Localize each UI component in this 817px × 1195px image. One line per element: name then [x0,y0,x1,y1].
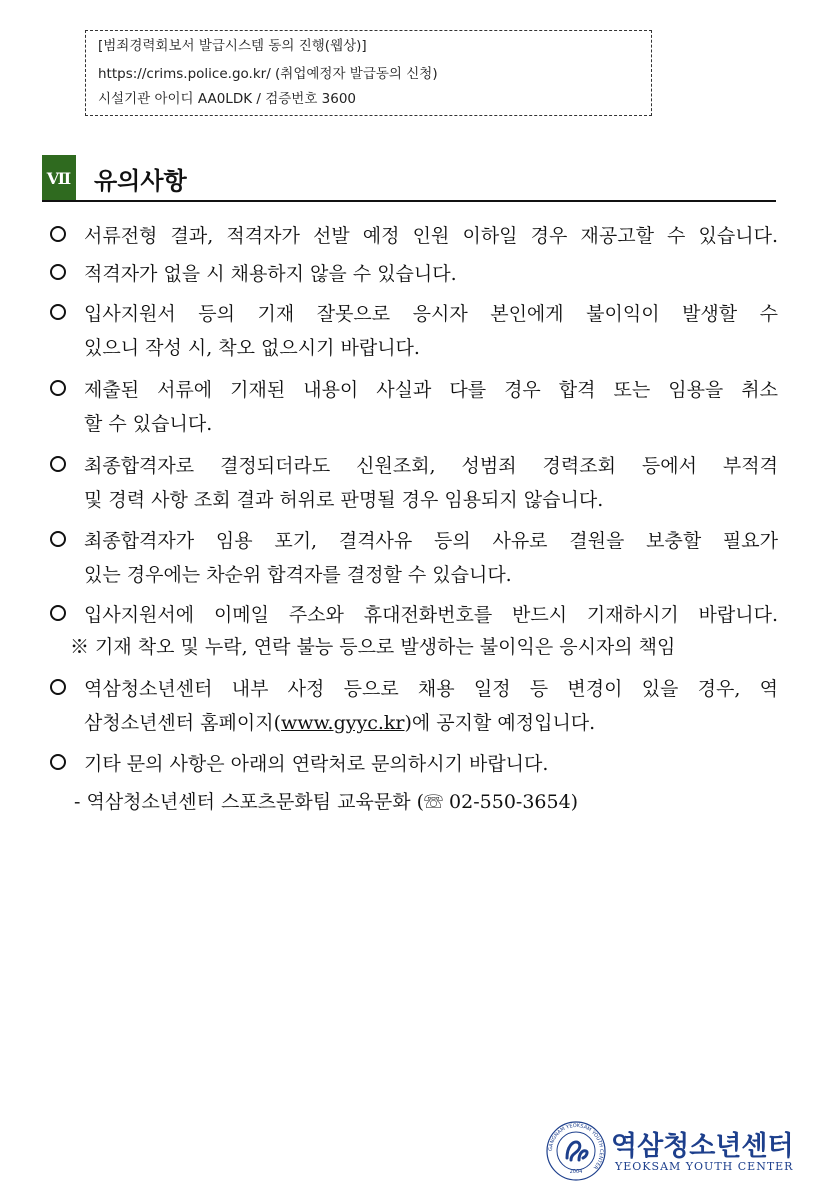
item-text: 서류전형 결과, 적격자가 선발 예정 인원 이하일 경우 재공고할 수 있습니다. [84,225,778,247]
circle-bullet-icon [50,264,66,280]
logo-ring-text: GANGNAM YEOKSAM YOUTH CENTER [547,1122,605,1171]
circle-bullet-icon [50,754,66,770]
notice-item-7 [50,596,778,634]
notice-item-4 [50,371,778,441]
note-line: ※ 기재 착오 및 누락, 연락 불능 등으로 발생하는 불이익은 응시자의 책임 [70,636,676,658]
section-number: Ⅶ [42,155,76,201]
center-emblem-icon [545,1120,607,1182]
circle-bullet-icon [50,380,66,396]
notice-item-8 [50,670,778,740]
yeoksam-youth-center-logo [545,1120,794,1180]
item-text-line-1: 최종합격자가 임용 포기, 결격사유 등의 사유로 결원을 보충할 필요가 [84,530,778,552]
contact-line: - 역삼청소년센터 스포츠문화팀 교육문화 (☏ 02-550-3654) [74,791,579,813]
item-text: 입사지원서에 이메일 주소와 휴대전화번호를 반드시 기재하시기 바랍니다. [84,604,778,626]
notice-item-6 [50,522,778,592]
logo-year: 2004 [569,1169,583,1175]
item-text-line-1: 최종합격자로 결정되더라도 신원조회, 성범죄 경력조회 등에서 부적격 [84,455,778,477]
notice-item-1 [50,217,778,255]
notice-item-2 [50,255,778,293]
item-text-line-1: 제출된 서류에 기재된 내용이 사실과 다를 경우 합격 또는 임용을 취소 [84,379,778,401]
notice-item-3 [50,295,778,365]
homepage-before: 삼청소년센터 홈페이지( [84,712,281,734]
notice-item-5 [50,447,778,517]
homepage-link[interactable]: www.gyyc.kr [281,712,405,734]
circle-bullet-icon [50,226,66,242]
circle-bullet-icon [50,304,66,320]
notice-title: [범죄경력회보서 발급시스템 동의 진행(웹상)] [98,38,367,54]
item-text-line-1: 역삼청소년센터 내부 사정 등으로 채용 일정 등 변경이 있을 경우, 역 [84,678,778,700]
item-text-line-2: 있는 경우에는 차순위 합격자를 결정할 수 있습니다. [84,564,512,586]
item-text: 기타 문의 사항은 아래의 연락처로 문의하시기 바랍니다. [84,753,549,775]
item-text: 적격자가 없을 시 채용하지 않을 수 있습니다. [84,263,457,285]
circle-bullet-icon [50,679,66,695]
item-text-line-2: 할 수 있습니다. [84,413,213,435]
notice-facility-id: 시설기관 아이디 AA0LDK / 검증번호 3600 [98,91,357,107]
homepage-line [84,704,778,742]
item-text-line-2: 및 경력 사항 조회 결과 허위로 판명될 경우 임용되지 않습니다. [84,489,604,511]
section-title: 유의사항 [94,167,187,195]
circle-bullet-icon [50,531,66,547]
item-text-line-1: 입사지원서 등의 기재 잘못으로 응시자 본인에게 불이익이 발생할 수 [84,303,778,325]
notice-item-9 [50,745,778,783]
crime-record-notice-box [85,30,652,116]
circle-bullet-icon [50,605,66,621]
logo-name-english: YEOKSAM YOUTH CENTER [615,1160,794,1173]
homepage-after: )에 공지할 예정입니다. [404,712,596,734]
circle-bullet-icon [50,456,66,472]
item-text-line-2: 있으니 작성 시, 착오 없으시기 바랍니다. [84,337,420,359]
section-divider [42,200,776,202]
logo-name-korean: 역삼청소년센터 [611,1131,794,1162]
notice-url[interactable]: https://crims.police.go.kr/ (취업예정자 발급동의 신청) [98,66,438,82]
